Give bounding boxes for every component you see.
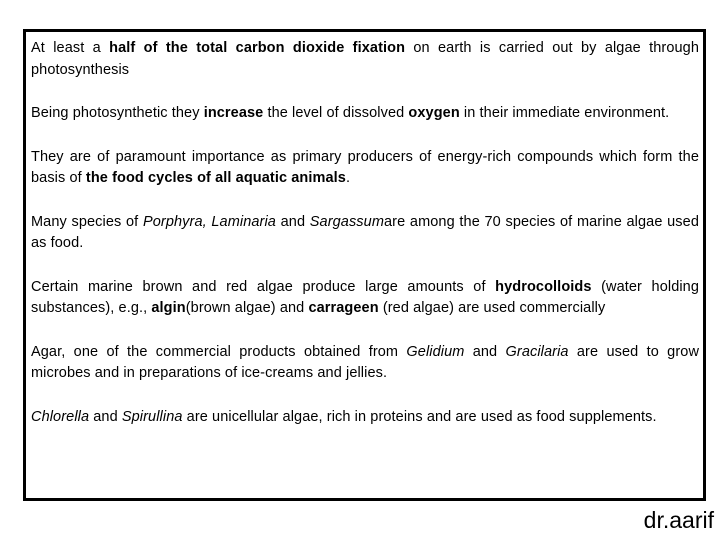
- text-segment-bold: half of the total carbon dioxide fixation: [109, 40, 406, 56]
- paragraph-co2-fixation: [31, 38, 699, 81]
- text-segment-italic: Gelidium: [406, 343, 465, 360]
- text-segment: At least a: [31, 40, 110, 56]
- text-segment-italic: Laminaria: [211, 213, 276, 230]
- paragraph-hydrocolloids: [31, 277, 699, 320]
- text-segment-bold: oxygen: [408, 105, 460, 121]
- text-segment-bold: hydrocolloids: [495, 278, 592, 295]
- text-segment-italic: Chlorella: [31, 408, 90, 425]
- text-segment: and: [464, 343, 506, 360]
- text-segment-italic: Porphyra,: [142, 213, 207, 230]
- paragraph-food-species: [31, 212, 699, 255]
- text-segment-bold: the food cycles of all aquatic animals: [85, 170, 346, 186]
- paragraph-supplements: [31, 407, 699, 429]
- paragraph-primary-producers: [31, 147, 699, 190]
- text-segment-bold: increase: [203, 105, 264, 121]
- paragraph-oxygen: [31, 103, 699, 125]
- text-segment: (red algae) are used commercially: [378, 300, 606, 316]
- text-segment: (water holding substances), e.g.,: [31, 278, 700, 316]
- text-segment-italic: Sargassum: [309, 213, 385, 230]
- author-credit: dr.aarif: [643, 507, 714, 533]
- text-segment: (brown algae) and: [185, 300, 309, 316]
- text-segment: Many species of: [31, 213, 143, 230]
- text-segment-italic: Gracilaria: [505, 343, 569, 360]
- text-segment: the level of dissolved: [263, 105, 409, 121]
- text-segment: .: [345, 170, 351, 186]
- text-segment: Being photosynthetic they: [31, 105, 204, 121]
- text-segment: are used to grow microbes and in preparations of ice-creams and jellies.: [31, 343, 700, 381]
- text-segment-italic: Spirullina: [121, 408, 183, 425]
- text-segment: on earth is carried out by algae through photosynthesis: [31, 40, 699, 78]
- text-segment-bold: carrageen: [308, 300, 379, 316]
- text-segment: Agar, one of the commercial products obtained from: [31, 343, 407, 360]
- paragraph-agar: [31, 342, 699, 385]
- text-segment: and: [275, 213, 310, 230]
- content-box: [23, 29, 706, 501]
- text-segment: are among the 70 species of marine algae used as food.: [31, 213, 699, 251]
- text-segment: They are of paramount importance as primary producers of energy-rich compounds which form the basis of: [31, 148, 699, 186]
- text-segment: in their immediate environment.: [459, 105, 670, 121]
- text-segment: are unicellular algae, rich in proteins and are used as food supplements.: [182, 408, 657, 425]
- text-segment: Certain marine brown and red algae produce large amounts of: [31, 278, 496, 295]
- text-segment: and: [89, 408, 122, 425]
- text-segment-bold: algin: [151, 300, 186, 316]
